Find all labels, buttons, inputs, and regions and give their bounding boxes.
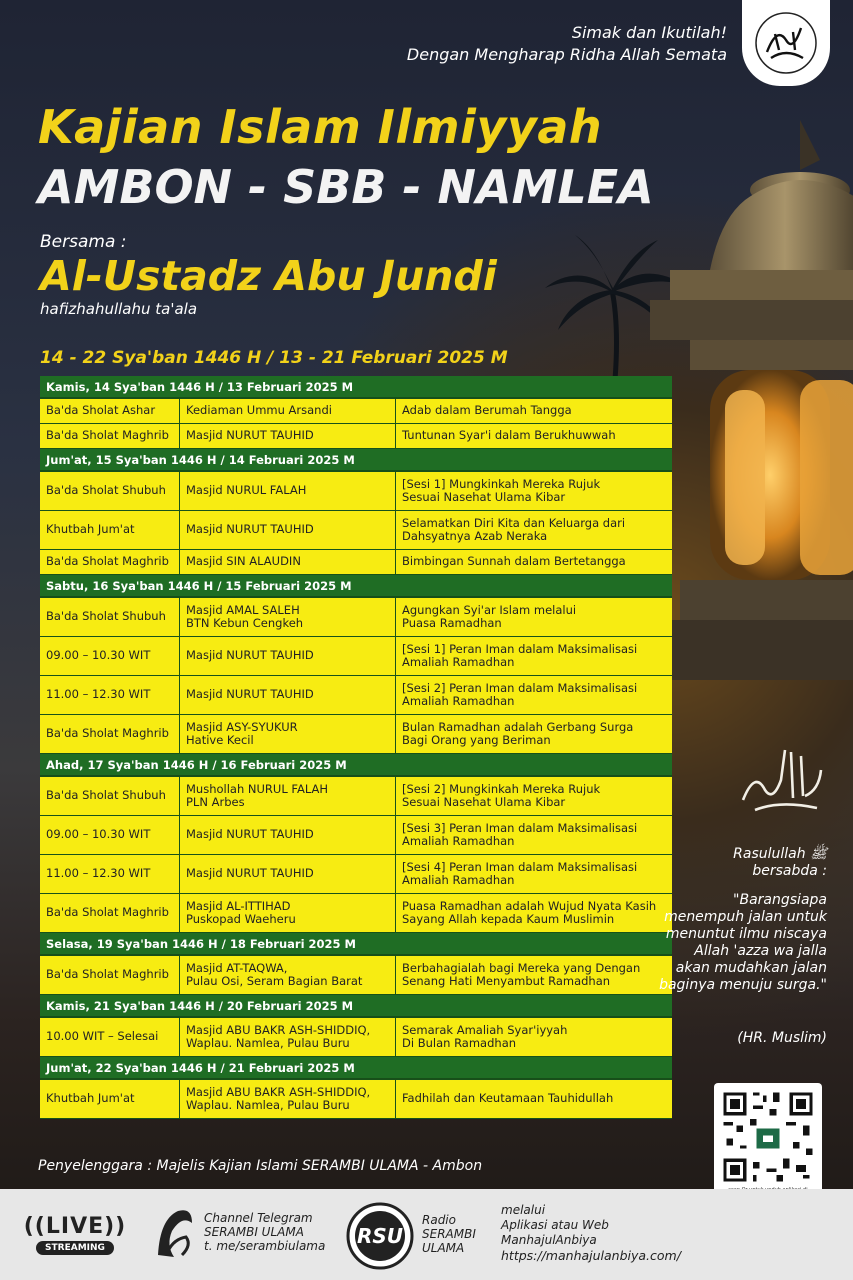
session-topic: Bulan Ramadhan adalah Gerbang Surga Bagi Orang yang Beriman — [402, 719, 634, 747]
day-header: Jum'at, 15 Sya'ban 1446 H / 14 Februari 2025 M — [40, 449, 672, 472]
session-venue: Masjid NURUT TAUHID — [180, 424, 396, 448]
session-row — [40, 598, 672, 637]
tagline — [407, 22, 727, 66]
speaker-name: Al-Ustadz Abu Jundi — [40, 252, 497, 300]
session-venue: Mushollah NURUL FALAH PLN Arbes — [180, 777, 396, 815]
session-time: Ba'da Sholat Ashar — [40, 399, 180, 423]
session-row — [40, 855, 672, 894]
session-topic: Agungkan Syi'ar Islam melalui Puasa Ramadhan — [402, 602, 577, 630]
main-title: Kajian Islam Ilmiyyah — [38, 100, 603, 154]
live-label — [22, 1214, 128, 1239]
session-topic: Bimbingan Sunnah dalam Bertetangga — [402, 554, 626, 569]
live-streaming-badge — [22, 1214, 128, 1260]
day-header: Selasa, 19 Sya'ban 1446 H / 18 Februari 2025 M — [40, 933, 672, 956]
session-venue: Masjid NURUT TAUHID — [180, 637, 396, 675]
session-time: 11.00 – 12.30 WIT — [40, 676, 180, 714]
session-row — [40, 894, 672, 933]
session-row — [40, 511, 672, 550]
radio-rsu-logo-icon — [345, 1201, 415, 1271]
session-row — [40, 715, 672, 754]
session-time: Ba'da Sholat Maghrib — [40, 424, 180, 448]
app-url-link[interactable]: https://manhajulanbiya.com/ — [501, 1248, 681, 1263]
session-topic: [Sesi 1] Peran Iman dalam Maksimalisasi Amaliah Ramadhan — [402, 641, 638, 669]
broadcast-right-icon: )) — [104, 1214, 127, 1239]
date-range: 14 - 22 Sya'ban 1446 H / 13 - 21 Februari 2025 M — [40, 348, 508, 368]
session-topic: [Sesi 1] Mungkinkah Mereka Rujuk Sesuai Nasehat Ulama Kibar — [402, 476, 601, 504]
lantern-illustration — [650, 120, 853, 680]
session-time: Ba'da Sholat Maghrib — [40, 550, 180, 574]
session-venue: Masjid AL-ITTIHAD Puskopad Waeheru — [180, 894, 396, 932]
session-venue: Masjid AMAL SALEH BTN Kebun Cengkeh — [180, 598, 396, 636]
mashaallah-calligraphy-icon — [735, 740, 825, 820]
session-topic: Semarak Amaliah Syar'iyyah Di Bulan Ramadhan — [402, 1022, 568, 1050]
session-venue: Masjid SIN ALAUDIN — [180, 550, 396, 574]
session-time: 09.00 – 10.30 WIT — [40, 816, 180, 854]
session-row — [40, 399, 672, 424]
session-time: 11.00 – 12.30 WIT — [40, 855, 180, 893]
session-topic: [Sesi 4] Peran Iman dalam Maksimalisasi Amaliah Ramadhan — [402, 859, 638, 887]
session-time: Ba'da Sholat Maghrib — [40, 956, 180, 994]
tagline-line1: Simak dan Ikutilah! — [571, 23, 727, 42]
session-venue: Masjid AT-TAQWA, Pulau Osi, Seram Bagian Barat — [180, 956, 396, 994]
day-header: Kamis, 21 Sya'ban 1446 H / 20 Februari 2025 M — [40, 995, 672, 1018]
svg-text:RSU: RSU — [356, 1224, 404, 1248]
session-topic: Adab dalam Berumah Tangga — [402, 403, 572, 418]
session-venue: Masjid ABU BAKR ASH-SHIDDIQ, Waplau. Namlea, Pulau Buru — [180, 1018, 396, 1056]
session-venue: Masjid NURUT TAUHID — [180, 511, 396, 549]
session-time: Ba'da Sholat Maghrib — [40, 894, 180, 932]
session-venue: Masjid NURUL FALAH — [180, 472, 396, 510]
session-time: Ba'da Sholat Shubuh — [40, 598, 180, 636]
session-time: Ba'da Sholat Maghrib — [40, 715, 180, 753]
session-venue: Kediaman Ummu Arsandi — [180, 399, 396, 423]
schedule-table — [40, 376, 672, 1119]
session-time: 09.00 – 10.30 WIT — [40, 637, 180, 675]
hadith-text: "Barangsiapa menempuh jalan untuk menuntut ilmu niscaya Allah 'azza wa jalla akan mudahkan jalan baginya menuju surga." — [659, 892, 827, 993]
app-info — [501, 1203, 681, 1263]
session-row — [40, 472, 672, 511]
location-title: AMBON - SBB - NAMLEA — [38, 160, 654, 214]
organizer: Penyelenggara : Majelis Kajian Islami SERAMBI ULAMA - Ambon — [38, 1158, 483, 1174]
session-time: 10.00 WIT – Selesai — [40, 1018, 180, 1056]
live-text: LIVE — [45, 1214, 105, 1239]
hadith-intro: Rasulullah ﷺ bersabda : — [733, 846, 827, 879]
session-topic: Tuntunan Syar'i dalam Berukhuwwah — [402, 428, 616, 443]
session-row — [40, 424, 672, 449]
session-venue: Masjid NURUT TAUHID — [180, 816, 396, 854]
session-row — [40, 676, 672, 715]
day-header: Ahad, 17 Sya'ban 1446 H / 16 Februari 2025 M — [40, 754, 672, 777]
session-time: Khutbah Jum'at — [40, 511, 180, 549]
day-header: Jum'at, 22 Sya'ban 1446 H / 21 Februari 2025 M — [40, 1057, 672, 1080]
session-time: Khutbah Jum'at — [40, 1080, 180, 1118]
session-row — [40, 1080, 672, 1119]
session-venue: Masjid NURUT TAUHID — [180, 676, 396, 714]
session-time: Ba'da Sholat Shubuh — [40, 472, 180, 510]
streaming-label: STREAMING — [36, 1241, 114, 1255]
radio-name: Radio SERAMBI ULAMA — [422, 1213, 476, 1255]
session-topic: [Sesi 3] Peran Iman dalam Maksimalisasi Amaliah Ramadhan — [402, 820, 638, 848]
session-row — [40, 956, 672, 995]
session-topic: [Sesi 2] Mungkinkah Mereka Rujuk Sesuai Nasehat Ulama Kibar — [402, 781, 601, 809]
day-header: Sabtu, 16 Sya'ban 1446 H / 15 Februari 2025 M — [40, 575, 672, 598]
bersama-label: Bersama : — [40, 232, 127, 252]
bismillah-seal — [742, 0, 830, 86]
session-venue: Masjid NURUT TAUHID — [180, 855, 396, 893]
serambi-ulama-logo-icon — [152, 1205, 198, 1261]
calligraphy-icon — [753, 10, 819, 76]
session-row — [40, 777, 672, 816]
hadith-source: (HR. Muslim) — [737, 1030, 827, 1046]
speaker-honorific: hafizhahullahu ta'ala — [40, 300, 198, 318]
session-topic: Selamatkan Diri Kita dan Keluarga dari Dahsyatnya Azab Neraka — [402, 515, 626, 543]
session-row — [40, 816, 672, 855]
app-line1: melalui — [501, 1203, 546, 1217]
session-venue: Masjid ABU BAKR ASH-SHIDDIQ, Waplau. Namlea, Pulau Buru — [180, 1080, 396, 1118]
session-time: Ba'da Sholat Shubuh — [40, 777, 180, 815]
telegram-channel[interactable]: Channel Telegram SERAMBI ULAMA t. me/serambiulama — [204, 1211, 326, 1253]
footer-bar — [0, 1189, 853, 1280]
session-topic: Fadhilah dan Keutamaan Tauhidullah — [402, 1091, 614, 1106]
qr-code[interactable] — [720, 1089, 816, 1185]
session-row — [40, 1018, 672, 1057]
day-header: Kamis, 14 Sya'ban 1446 H / 13 Februari 2025 M — [40, 376, 672, 399]
session-topic: Puasa Ramadhan adalah Wujud Nyata Kasih Sayang Allah kepada Kaum Muslimin — [402, 898, 657, 926]
session-row — [40, 637, 672, 676]
tagline-line2: Dengan Mengharap Ridha Allah Semata — [406, 45, 727, 64]
session-venue: Masjid ASY-SYUKUR Hative Kecil — [180, 715, 396, 753]
session-topic: [Sesi 2] Peran Iman dalam Maksimalisasi Amaliah Ramadhan — [402, 680, 638, 708]
broadcast-left-icon: (( — [23, 1214, 46, 1239]
app-line3: ManhajulAnbiya — [501, 1233, 597, 1247]
session-topic: Berbahagialah bagi Mereka yang Dengan Senang Hati Menyambut Ramadhan — [402, 960, 641, 988]
session-row — [40, 550, 672, 575]
app-line2: Aplikasi atau Web — [501, 1218, 609, 1232]
